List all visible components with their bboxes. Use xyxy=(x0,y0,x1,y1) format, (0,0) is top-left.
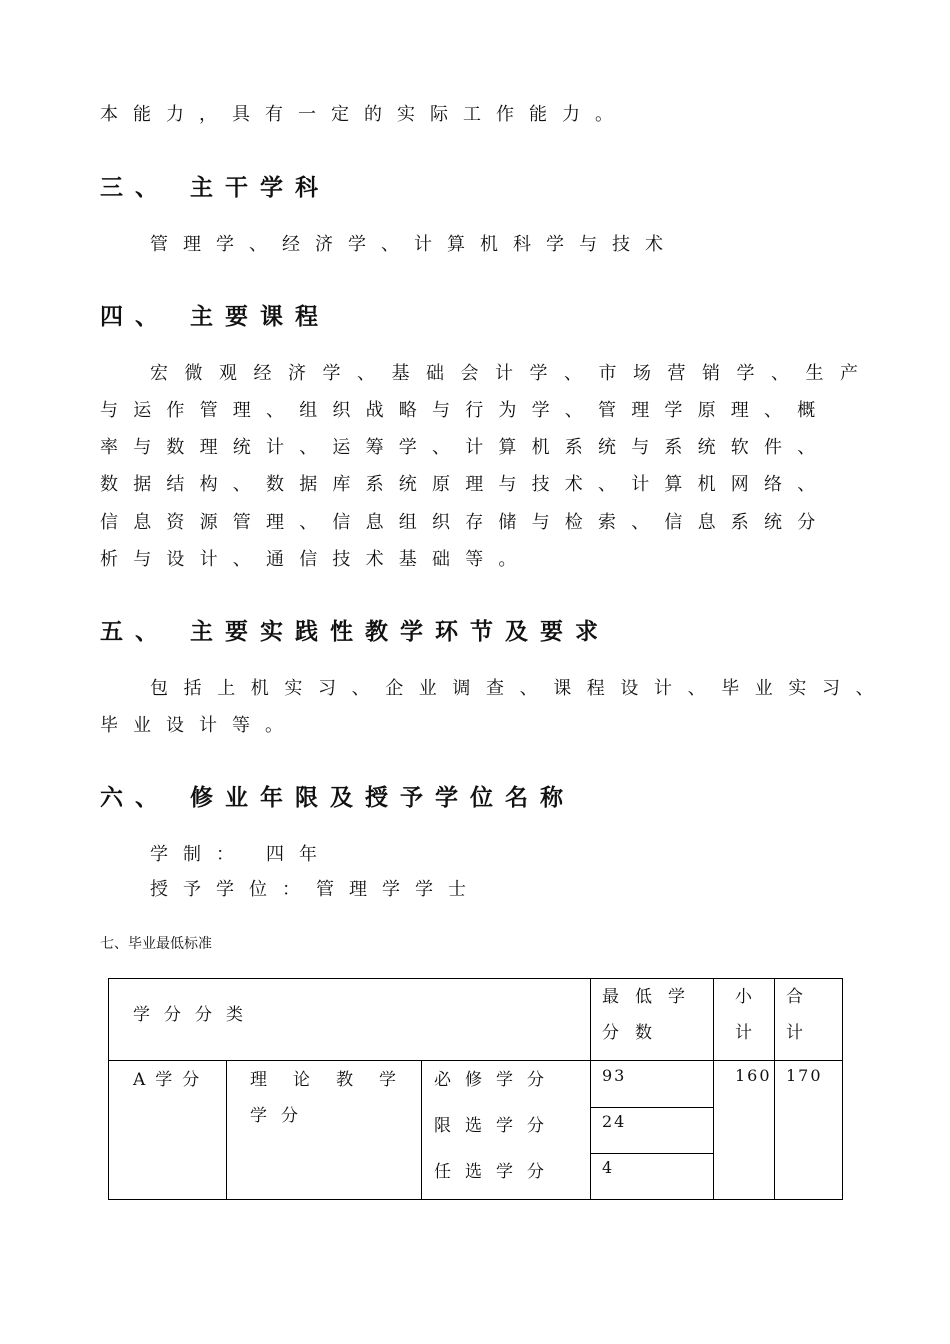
credit-item-name: 必修学分 xyxy=(434,1070,558,1090)
intro-text: 本能力，具有一定的实际工作能力。 xyxy=(100,104,628,125)
credit-item-value: 93 xyxy=(602,1066,627,1085)
table-border xyxy=(108,1060,843,1061)
table-border xyxy=(590,1153,713,1154)
section4-line: 率与数理统计、运筹学、计算机系统与系统软件、 xyxy=(100,437,831,458)
header-min-credit: 最低学 xyxy=(602,987,701,1007)
section4-line: 宏微观经济学、基础会计学、市场营销学、生产 xyxy=(150,363,875,384)
degree-label: 授予学位： xyxy=(150,879,315,900)
header-total: 计 xyxy=(786,1023,817,1043)
table-border xyxy=(590,1107,713,1108)
credit-group: 理论教学 xyxy=(250,1070,422,1090)
table-border xyxy=(108,978,109,1200)
section5-line: 包括上机实习、企业调查、课程设计、毕业实习、 xyxy=(150,678,890,699)
header-category: 学分分类 xyxy=(133,1005,257,1025)
table-border xyxy=(108,978,843,979)
section4-line: 数据结构、数据库系统原理与技术、计算机网络、 xyxy=(100,474,831,495)
section5-heading: 五、 主要实践性教学环节及要求 xyxy=(100,619,611,645)
header-subtotal: 小 xyxy=(735,987,766,1007)
header-total: 合 xyxy=(786,987,817,1007)
table-border xyxy=(590,978,591,1200)
total-value: 170 xyxy=(786,1066,823,1085)
section4-line: 与运作管理、组织战略与行为学、管理学原理、概 xyxy=(100,400,831,421)
section5-line: 毕业设计等。 xyxy=(100,715,298,736)
table-border xyxy=(108,1199,843,1200)
header-min-credit: 分数 xyxy=(602,1023,668,1043)
credit-item-value: 24 xyxy=(602,1112,627,1131)
table-border xyxy=(842,978,843,1200)
section4-heading: 四、 主要课程 xyxy=(100,304,331,330)
credit-item-name: 限选学分 xyxy=(434,1116,558,1136)
credit-group: 学分 xyxy=(250,1106,312,1126)
section4-line: 析与设计、通信技术基础等。 xyxy=(100,549,532,570)
table-border xyxy=(226,1060,227,1200)
table-border xyxy=(774,978,775,1200)
table-border xyxy=(713,978,714,1200)
credit-type: A学分 xyxy=(133,1070,210,1090)
credit-item-name: 任选学分 xyxy=(434,1162,558,1182)
section4-line: 信息资源管理、信息组织存储与检索、信息系统分 xyxy=(100,512,831,533)
subtotal-value: 160 xyxy=(735,1066,772,1085)
section6-heading: 六、 修业年限及授予学位名称 xyxy=(100,785,576,811)
duration-label: 学制： xyxy=(150,844,249,865)
credit-item-value: 4 xyxy=(602,1158,615,1177)
degree-value: 管理学学士 xyxy=(316,879,481,900)
duration-value: 四年 xyxy=(266,844,332,865)
section3-heading: 三、 主干学科 xyxy=(100,175,331,201)
header-subtotal: 计 xyxy=(735,1023,766,1043)
section3-body: 管理学、经济学、计算机科学与技术 xyxy=(150,234,678,255)
section7-heading: 七、毕业最低标准 xyxy=(100,936,212,952)
